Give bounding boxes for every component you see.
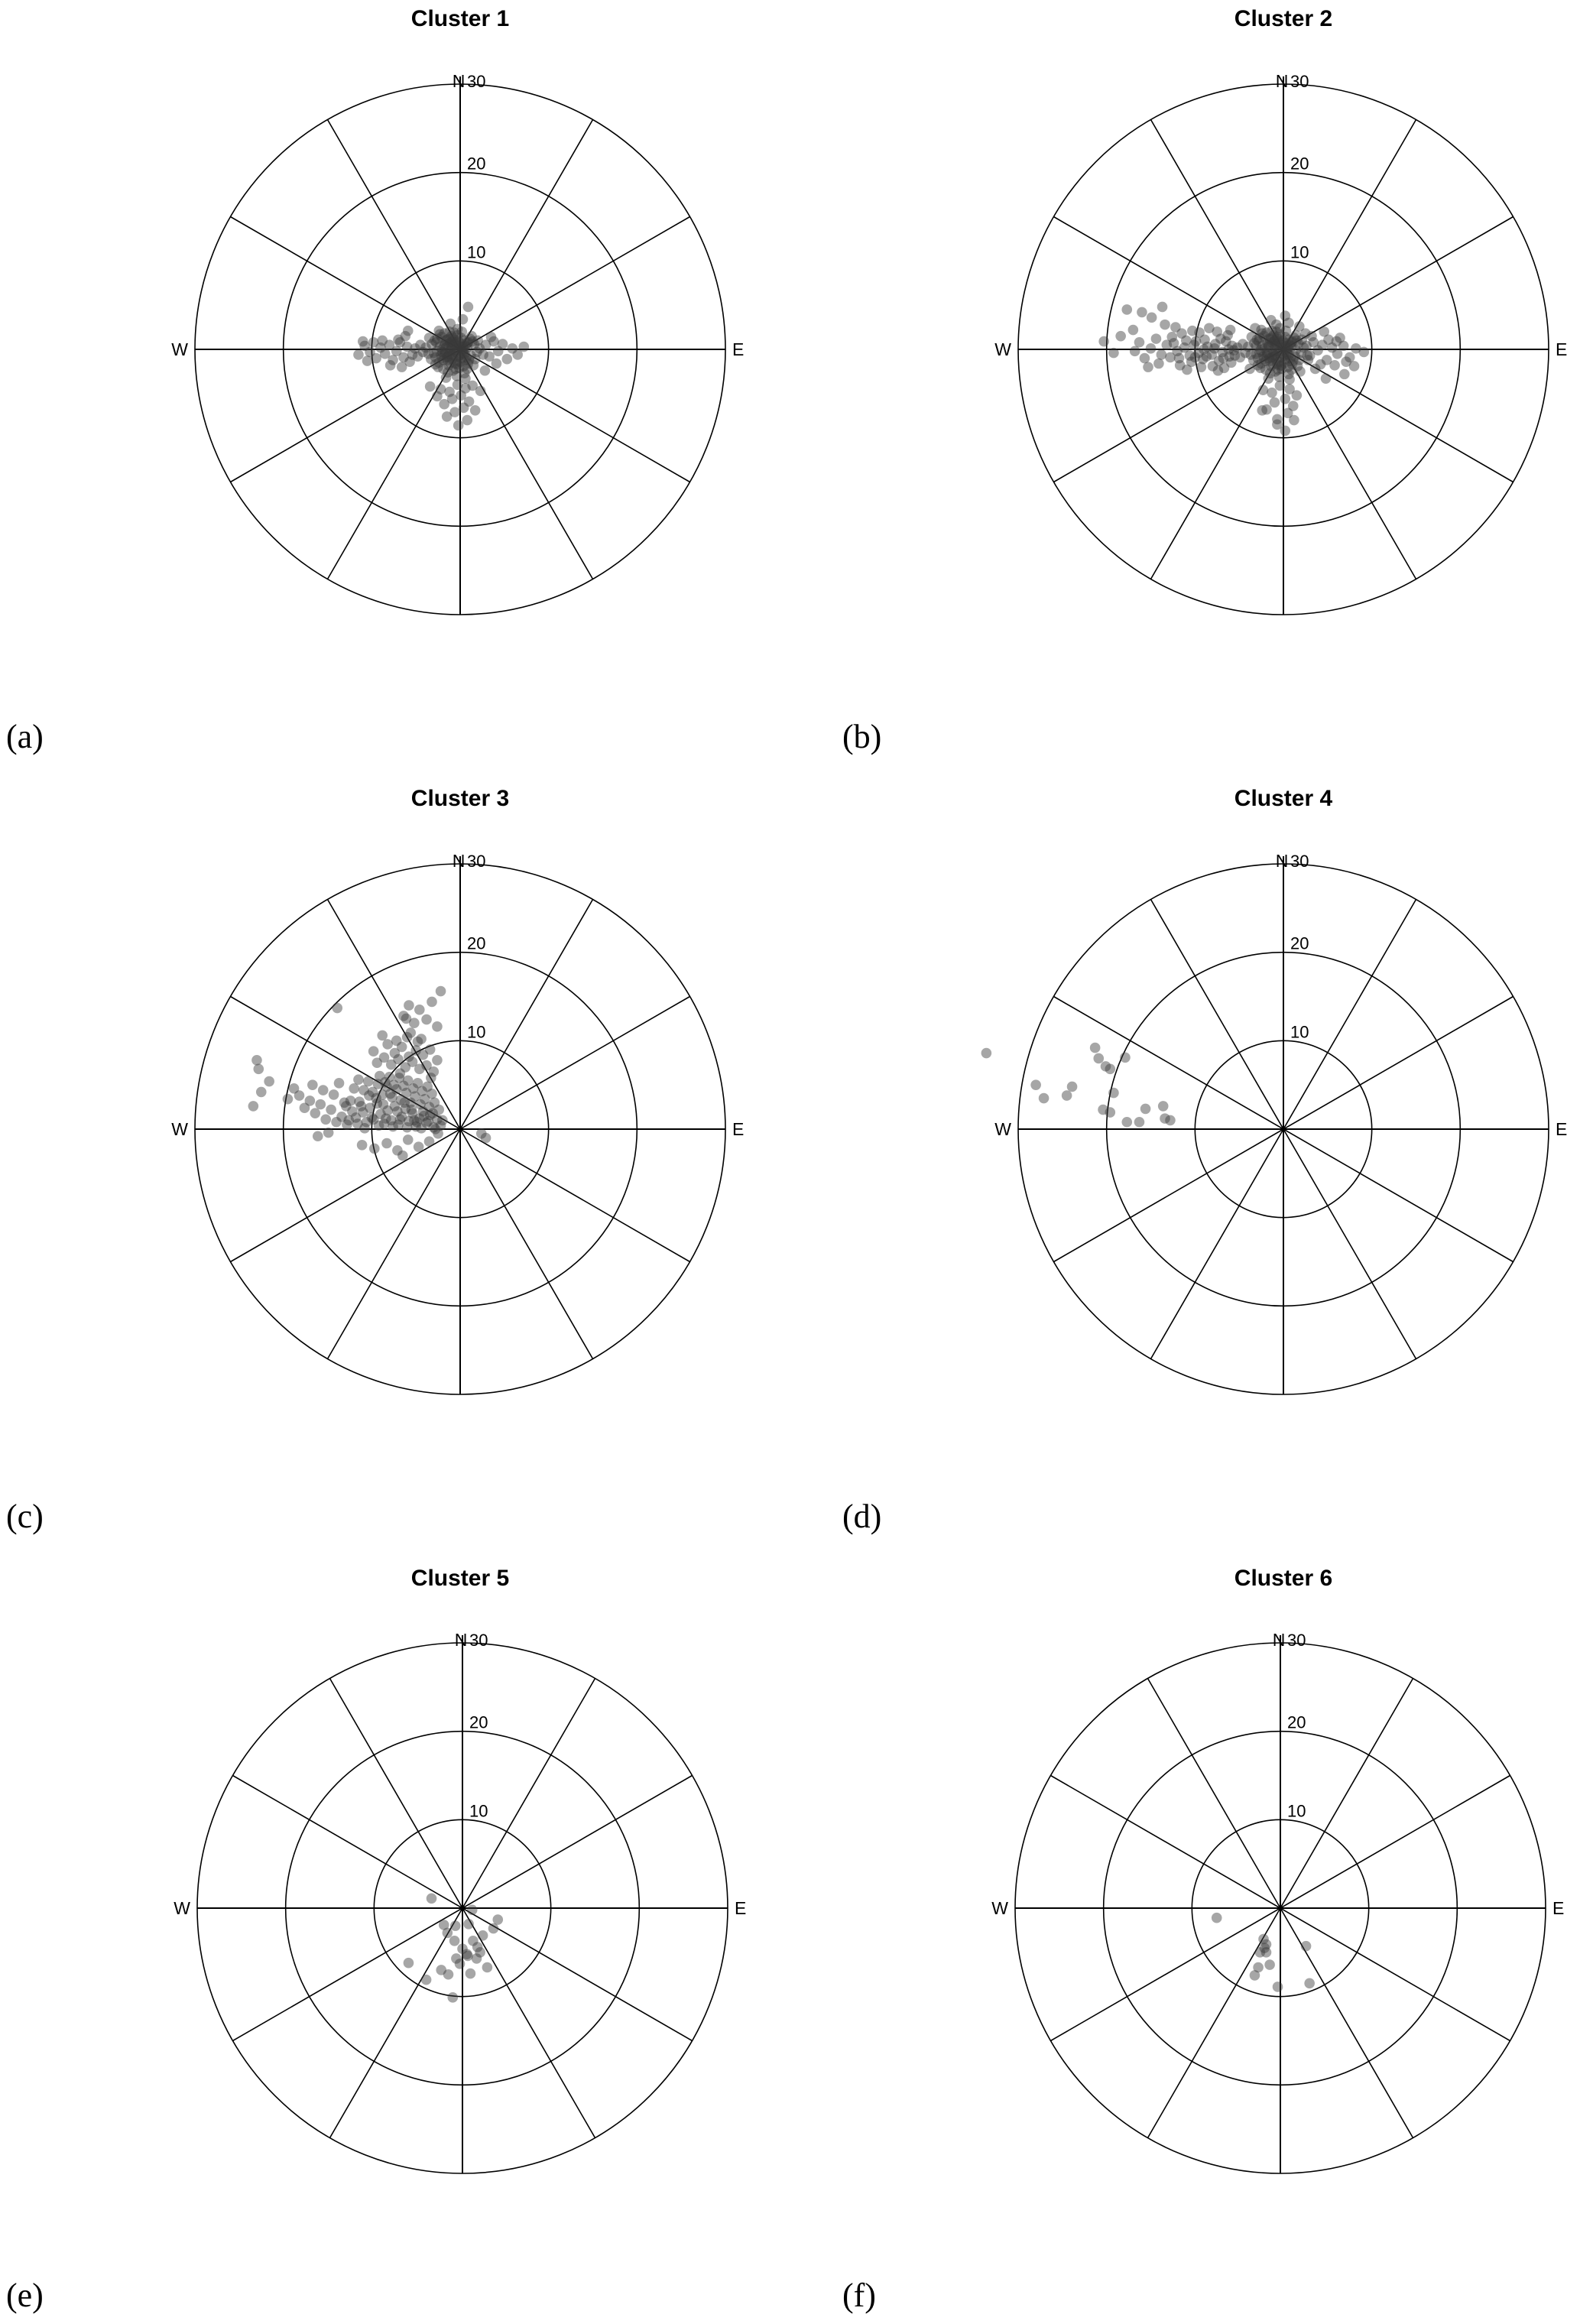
data-point [310, 1108, 321, 1118]
data-point [353, 1074, 364, 1085]
polar-plot-cluster-1 [139, 28, 781, 670]
data-point [1306, 331, 1317, 342]
data-point [1191, 336, 1202, 347]
data-point [457, 326, 468, 337]
north-label: N [454, 1630, 468, 1650]
data-point [1267, 388, 1277, 398]
data-point [455, 1959, 466, 1969]
data-point [1275, 381, 1286, 391]
data-point [1030, 1079, 1041, 1090]
data-point [457, 1943, 468, 1954]
radial-tick-label: 20 [467, 933, 486, 953]
data-point [1093, 1053, 1104, 1064]
data-point [443, 1969, 454, 1980]
data-point [1162, 339, 1173, 350]
data-point [1175, 360, 1186, 371]
west-label: W [174, 1898, 190, 1918]
plot-title-cluster-2: Cluster 2 [1234, 6, 1333, 31]
panel-caption-f: (f) [842, 2277, 876, 2314]
data-point [401, 1014, 412, 1024]
data-point [1319, 326, 1329, 337]
data-point [443, 1928, 453, 1939]
data-point [1151, 333, 1162, 344]
data-point [459, 349, 470, 359]
data-point [332, 1003, 342, 1014]
radial-tick-label: 20 [1290, 154, 1309, 174]
radial-tick-label: 10 [469, 1801, 488, 1821]
data-point [1329, 360, 1340, 371]
panel-caption-b: (b) [842, 718, 882, 755]
data-point [382, 1039, 393, 1050]
plot-title-cluster-6: Cluster 6 [1234, 1566, 1333, 1591]
data-point [289, 1083, 300, 1094]
data-point [436, 986, 446, 997]
data-point [1223, 344, 1234, 355]
compass-labels [171, 71, 744, 359]
data-point [1137, 307, 1147, 318]
east-label: E [732, 1119, 745, 1139]
north-label: N [1272, 1630, 1286, 1650]
plot-title-cluster-3: Cluster 3 [410, 786, 510, 811]
west-label: W [994, 339, 1011, 359]
data-point [486, 332, 497, 342]
data-point [1339, 369, 1350, 380]
data-point [1295, 366, 1306, 377]
data-point [331, 1117, 342, 1128]
data-point [364, 1090, 375, 1101]
plot-title-cluster-1: Cluster 1 [410, 6, 510, 31]
radial-tick-label: 20 [1290, 933, 1309, 953]
east-label: E [1552, 1898, 1565, 1918]
radial-tick-label: 30 [1290, 72, 1309, 91]
data-point [459, 403, 469, 414]
data-point [326, 1105, 336, 1115]
radial-tick-label: 30 [467, 852, 486, 871]
data-point [300, 1102, 310, 1113]
polar-plot-cluster-5 [141, 1587, 784, 2229]
data-point [1153, 359, 1164, 369]
data-point [1204, 323, 1215, 333]
data-point [251, 1055, 262, 1066]
data-point [498, 339, 508, 349]
data-point [1273, 1982, 1283, 1992]
data-point [1196, 362, 1207, 372]
data-point [1213, 365, 1224, 376]
data-point [315, 1099, 326, 1110]
data-point [397, 362, 407, 372]
data-point [1121, 304, 1132, 315]
east-label: E [1556, 339, 1568, 359]
data-point [1158, 1101, 1169, 1112]
radial-tick-label: 20 [469, 1712, 488, 1732]
data-point [1105, 1064, 1115, 1075]
north-label: N [452, 851, 466, 871]
data-point [470, 405, 481, 416]
radial-tick-label: 30 [467, 72, 486, 91]
data-point [371, 1057, 382, 1068]
data-point [1259, 1943, 1270, 1953]
data-point [318, 1085, 329, 1095]
north-label: N [452, 71, 466, 91]
polar-grid [1018, 856, 1549, 1394]
data-point [1199, 344, 1209, 355]
data-point [1067, 1082, 1078, 1092]
data-point [1160, 320, 1170, 330]
data-point [323, 1128, 334, 1138]
data-point [357, 1140, 368, 1151]
radial-tick-label: 10 [1287, 1801, 1306, 1821]
data-point [1121, 1117, 1132, 1128]
data-point [1277, 360, 1287, 371]
data-point [466, 1969, 476, 1979]
data-point [320, 1114, 331, 1125]
data-point [356, 1101, 367, 1112]
data-point [1130, 346, 1140, 357]
data-point [1250, 323, 1260, 333]
data-point [353, 349, 364, 360]
data-point [1225, 325, 1236, 336]
data-points [1098, 302, 1369, 437]
panel-caption-e: (e) [6, 2277, 44, 2314]
data-point [458, 314, 469, 325]
data-point [1294, 321, 1305, 332]
data-point [334, 1078, 345, 1089]
data-point [425, 381, 436, 392]
data-point [427, 1108, 438, 1118]
polar-grid [1015, 1635, 1546, 2173]
data-point [981, 1048, 992, 1059]
panel-caption-a: (a) [6, 718, 44, 755]
data-point [1260, 365, 1271, 375]
data-point [399, 1098, 410, 1108]
data-point [1115, 331, 1126, 342]
data-point [478, 1930, 488, 1941]
data-point [403, 1134, 414, 1145]
north-label: N [1275, 851, 1289, 871]
radial-tick-label: 30 [1290, 852, 1309, 871]
data-point [1143, 362, 1153, 372]
data-point [368, 1046, 379, 1057]
data-point [453, 359, 463, 370]
data-point [395, 1068, 406, 1079]
east-label: E [1556, 1119, 1568, 1139]
data-point [475, 1947, 485, 1958]
data-point [1280, 310, 1291, 321]
data-point [432, 391, 443, 402]
data-point [313, 1131, 323, 1141]
data-point [1134, 1117, 1145, 1128]
data-point [453, 420, 464, 431]
data-point [390, 1048, 401, 1059]
data-point [385, 1089, 396, 1099]
data-point [1284, 375, 1295, 385]
data-point [463, 302, 474, 313]
data-point [367, 1112, 378, 1123]
data-point [1146, 343, 1157, 354]
data-point [385, 360, 396, 371]
data-point [1264, 1959, 1275, 1970]
data-point [441, 372, 452, 383]
panel-caption-c: (c) [6, 1498, 44, 1535]
data-point [393, 334, 404, 345]
data-point [482, 1962, 493, 1973]
data-point [404, 1000, 414, 1011]
data-point [375, 1071, 385, 1082]
data-point [429, 348, 440, 359]
data-point [419, 1111, 430, 1121]
data-point [1157, 302, 1168, 313]
data-point [1270, 336, 1280, 347]
data-point [1310, 364, 1321, 375]
data-point [488, 1923, 499, 1934]
data-point [475, 386, 486, 397]
data-point [1212, 1913, 1222, 1923]
data-point [427, 997, 437, 1008]
data-point [377, 336, 388, 346]
data-point [1218, 353, 1229, 364]
data-point [1108, 348, 1119, 359]
polar-plot-cluster-2 [962, 28, 1580, 670]
data-point [1301, 1941, 1312, 1952]
plot-title-cluster-5: Cluster 5 [410, 1566, 510, 1591]
data-point [463, 1919, 474, 1930]
radial-tick-label: 20 [1287, 1712, 1306, 1732]
west-label: W [171, 1119, 188, 1139]
data-point [1264, 373, 1274, 384]
data-points [1212, 1913, 1315, 1992]
radial-tick-label: 10 [1290, 1022, 1309, 1042]
data-point [368, 337, 379, 348]
data-point [427, 1893, 437, 1904]
data-point [264, 1076, 274, 1087]
radial-tick-label: 30 [469, 1631, 488, 1650]
data-point [414, 1141, 424, 1152]
data-point [414, 1005, 425, 1015]
data-point [362, 355, 373, 366]
data-point [374, 1121, 384, 1131]
data-point [1157, 349, 1167, 360]
radial-tick-label: 10 [467, 1022, 486, 1042]
data-point [329, 1089, 339, 1100]
west-label: W [994, 1119, 1011, 1139]
data-point [518, 342, 529, 352]
data-point [1250, 1970, 1260, 1981]
data-point [467, 1905, 478, 1916]
data-point [425, 1044, 436, 1055]
data-point [1062, 1090, 1072, 1101]
data-point [1244, 364, 1255, 375]
data-point [1349, 361, 1360, 372]
data-point [1303, 355, 1314, 365]
data-point [502, 354, 513, 365]
compass-labels [991, 1630, 1564, 1918]
radial-tick-label: 10 [467, 242, 486, 262]
compass-labels [171, 851, 744, 1139]
data-point [437, 347, 448, 358]
data-point [1292, 390, 1303, 401]
data-point [1170, 322, 1181, 333]
data-point [403, 326, 414, 336]
data-point [377, 1031, 388, 1041]
data-point [392, 1106, 403, 1117]
data-point [439, 399, 449, 410]
data-point [1105, 1107, 1115, 1118]
data-point [481, 1133, 492, 1144]
data-point [283, 1094, 294, 1105]
data-point [433, 1128, 443, 1139]
data-point [349, 1083, 359, 1094]
data-point [1140, 1104, 1151, 1115]
radial-tick-label: 10 [1290, 242, 1309, 262]
data-point [445, 337, 456, 348]
data-point [352, 1118, 363, 1129]
data-point [405, 1027, 416, 1038]
data-point [1251, 341, 1261, 352]
plot-title-cluster-4: Cluster 4 [1234, 786, 1333, 811]
north-label: N [1275, 71, 1289, 91]
west-label: W [171, 339, 188, 359]
data-point [1165, 1115, 1176, 1126]
data-point [381, 1138, 392, 1149]
data-point [388, 1121, 398, 1132]
data-point [1272, 420, 1283, 430]
data-point [1120, 1053, 1131, 1063]
data-point [492, 1914, 503, 1925]
data-point [1108, 1088, 1119, 1099]
data-point [437, 1115, 448, 1126]
data-point [391, 1036, 402, 1047]
data-point [369, 1144, 380, 1154]
data-point [1277, 348, 1288, 359]
data-point [397, 1151, 408, 1161]
data-point [1258, 385, 1269, 395]
data-point [442, 411, 453, 422]
data-point [438, 364, 449, 375]
east-label: E [732, 339, 745, 359]
data-points [404, 1893, 503, 2002]
data-point [1039, 1093, 1050, 1104]
data-point [421, 1014, 432, 1025]
data-point [492, 359, 502, 369]
data-point [450, 1920, 461, 1931]
data-point [1090, 1043, 1101, 1053]
polar-plot-cluster-3 [139, 808, 781, 1450]
compass-labels [174, 1630, 746, 1918]
polar-grid [197, 1635, 728, 2173]
polar-grid [195, 856, 725, 1394]
data-point [1304, 1978, 1315, 1989]
data-point [1128, 325, 1139, 336]
data-point [1209, 343, 1220, 354]
data-point [1098, 336, 1109, 347]
data-point [432, 1055, 443, 1066]
data-point [404, 1958, 414, 1969]
radial-tick-label: 30 [1287, 1631, 1306, 1650]
data-point [1289, 415, 1299, 426]
data-point [253, 1064, 264, 1075]
data-point [1332, 336, 1342, 347]
data-point [363, 1076, 374, 1087]
data-points [981, 1043, 1176, 1128]
compass-labels [994, 851, 1567, 1139]
data-point [248, 1101, 259, 1112]
data-point [1270, 398, 1280, 408]
data-point [256, 1087, 267, 1098]
data-point [1280, 394, 1291, 404]
data-point [1321, 373, 1332, 384]
data-point [402, 1122, 413, 1133]
data-point [1257, 405, 1267, 416]
data-point [307, 1079, 318, 1090]
data-points [353, 302, 529, 431]
east-label: E [735, 1898, 747, 1918]
data-point [1290, 345, 1301, 355]
west-label: W [991, 1898, 1008, 1918]
polar-plot-cluster-4 [962, 808, 1580, 1450]
data-point [1134, 337, 1145, 348]
data-point [341, 1101, 352, 1112]
panel-caption-d: (d) [842, 1498, 882, 1535]
data-point [416, 1034, 427, 1044]
data-point [358, 336, 368, 347]
data-point [445, 319, 456, 329]
data-point [432, 1021, 443, 1032]
data-point [424, 1136, 435, 1147]
polar-plot-cluster-6 [959, 1587, 1580, 2229]
data-point [1187, 326, 1198, 336]
data-point [480, 365, 491, 376]
data-point [447, 1992, 458, 2003]
data-point [449, 1936, 460, 1946]
radial-tick-label: 20 [467, 154, 486, 174]
data-points [248, 986, 492, 1161]
data-point [1140, 353, 1150, 364]
data-point [1190, 352, 1201, 363]
data-point [1165, 352, 1176, 363]
data-point [1358, 347, 1369, 358]
data-point [421, 1975, 432, 1985]
data-point [1271, 320, 1282, 330]
data-point [404, 1051, 414, 1062]
data-point [462, 415, 472, 426]
data-point [1147, 313, 1157, 323]
